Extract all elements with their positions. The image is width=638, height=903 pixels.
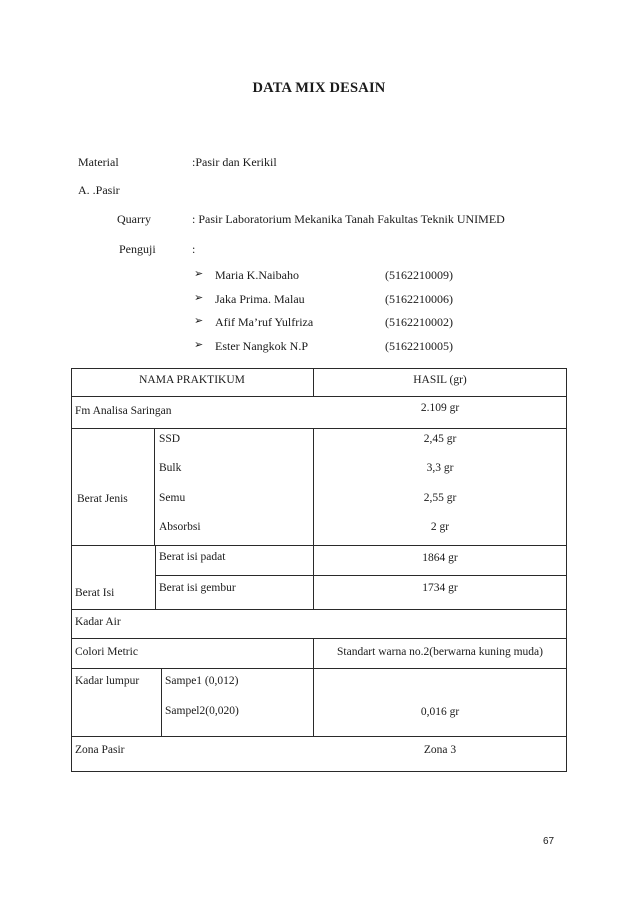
bi-gembur-label: Berat isi gembur bbox=[159, 582, 236, 594]
zona-pasir-label: Zona Pasir bbox=[75, 744, 125, 756]
col-divider bbox=[161, 668, 162, 736]
colori-label: Colori Metric bbox=[75, 646, 138, 658]
zona-pasir-value: Zona 3 bbox=[423, 744, 457, 756]
arrow-bullet-icon: ➢ bbox=[194, 291, 204, 304]
sample2-label: Sampel2(0,020) bbox=[165, 705, 239, 717]
member-name: Ester Nangkok N.P bbox=[215, 339, 308, 354]
row-divider bbox=[71, 609, 567, 610]
colori-value: Standart warna no.2(berwarna kuning muda) bbox=[337, 646, 543, 658]
bj-ssd-value: 2,45 gr bbox=[423, 433, 457, 445]
row-divider bbox=[71, 545, 567, 546]
table-border-bottom bbox=[71, 771, 567, 772]
page-number: 67 bbox=[543, 836, 555, 847]
row-divider bbox=[155, 575, 567, 576]
row-divider bbox=[71, 736, 567, 737]
fm-value: 2.109 gr bbox=[420, 402, 460, 414]
bj-ssd-label: SSD bbox=[159, 433, 181, 445]
arrow-bullet-icon: ➢ bbox=[194, 315, 204, 328]
arrow-bullet-icon: ➢ bbox=[194, 339, 204, 352]
bj-bulk-value: 3,3 gr bbox=[426, 462, 454, 474]
col-divider bbox=[155, 545, 156, 609]
results-table bbox=[71, 368, 567, 772]
col-divider bbox=[154, 428, 155, 545]
bi-gembur-value: 1734 gr bbox=[422, 582, 458, 594]
bj-absorbsi-label: Absorbsi bbox=[159, 521, 201, 533]
member-nim: (5162210006) bbox=[385, 291, 453, 306]
section-a-heading: A. .Pasir bbox=[78, 183, 120, 197]
kadar-lumpur-value: 0,016 gr bbox=[420, 706, 460, 718]
member-name: Maria K.Naibaho bbox=[215, 268, 299, 282]
member-nim: (5162210005) bbox=[385, 339, 453, 354]
fm-label: Fm Analisa Saringan bbox=[75, 405, 172, 417]
bj-bulk-label: Bulk bbox=[159, 462, 182, 474]
arrow-bullet-icon: ➢ bbox=[194, 268, 204, 280]
page-title: DATA MIX DESAIN bbox=[252, 80, 386, 96]
member-nim: (5162210002) bbox=[385, 315, 453, 330]
table-border-top bbox=[71, 368, 567, 369]
row-divider bbox=[71, 396, 567, 397]
penguji-colon: : bbox=[192, 242, 196, 256]
row-divider bbox=[71, 668, 567, 669]
bj-semu-value: 2,55 gr bbox=[423, 492, 457, 504]
material-value: :Pasir dan Kerikil bbox=[192, 155, 277, 169]
member-name: Jaka Prima. Malau bbox=[215, 291, 305, 306]
bj-semu-label: Semu bbox=[159, 492, 186, 504]
member-nim: (5162210009) bbox=[385, 268, 453, 282]
berat-jenis-label: Berat Jenis bbox=[77, 493, 128, 505]
berat-isi-label: Berat Isi bbox=[75, 587, 115, 599]
bi-padat-label: Berat isi padat bbox=[159, 551, 226, 563]
bj-absorbsi-value: 2 gr bbox=[430, 521, 450, 533]
quarry-value: : Pasir Laboratorium Mekanika Tanah Fakultas Teknik UNIMED bbox=[192, 212, 505, 226]
kadar-air-label: Kadar Air bbox=[75, 616, 121, 628]
header-nama-praktikum: NAMA PRAKTIKUM bbox=[139, 374, 245, 386]
sample1-label: Sampe1 (0,012) bbox=[165, 675, 239, 687]
bi-padat-value: 1864 gr bbox=[422, 552, 458, 564]
member-name: Afif Ma’ruf Yulfriza bbox=[215, 315, 314, 330]
header-hasil: HASIL (gr) bbox=[413, 374, 467, 386]
quarry-label: Quarry bbox=[117, 212, 151, 226]
penguji-label: Penguji bbox=[119, 242, 156, 256]
row-divider bbox=[71, 638, 567, 639]
row-divider bbox=[71, 428, 567, 429]
material-label: Material bbox=[78, 155, 119, 169]
kadar-lumpur-label: Kadar lumpur bbox=[75, 675, 140, 687]
